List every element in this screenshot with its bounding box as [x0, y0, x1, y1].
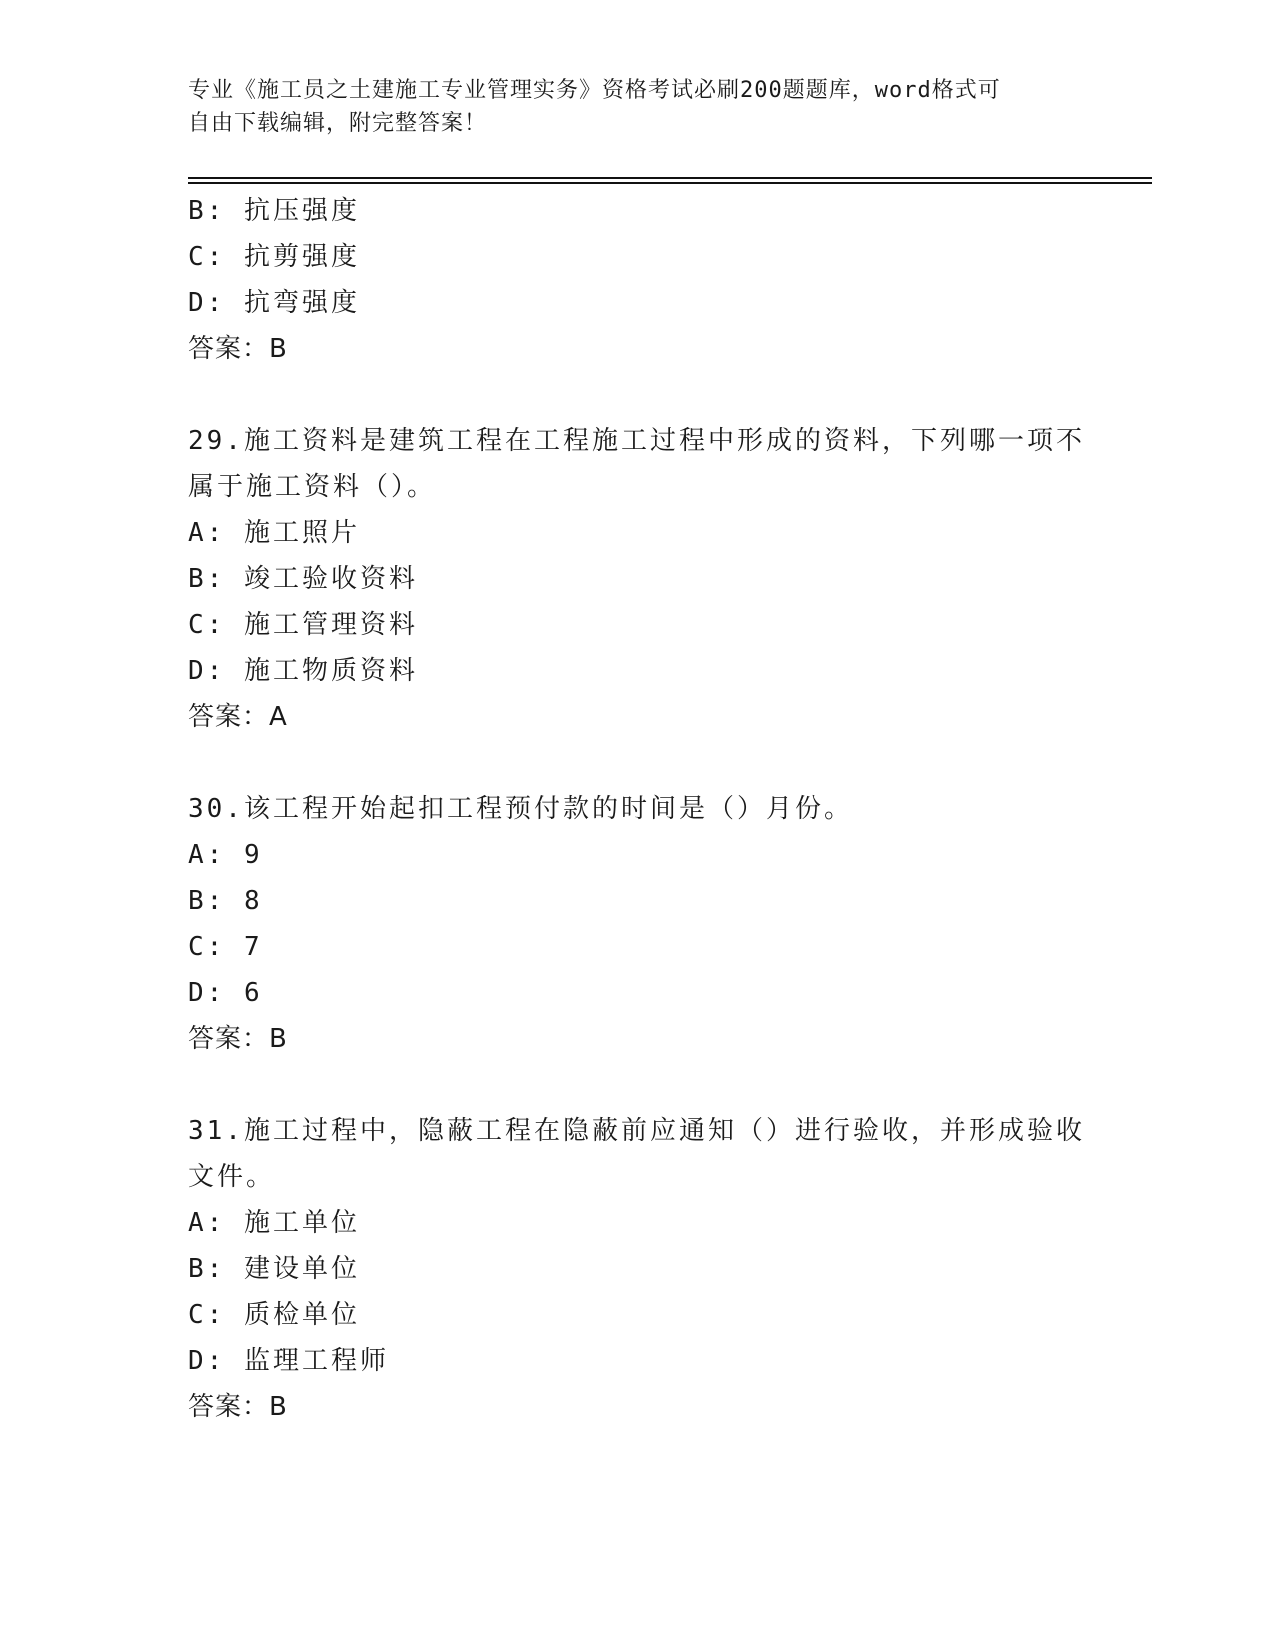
option-a: A: 施工照片	[188, 518, 360, 548]
question-list	[188, 188, 1088, 1430]
option-b: B: 8	[188, 886, 263, 916]
question-block-30	[188, 786, 1088, 1062]
option-c: C: 抗剪强度	[188, 242, 360, 272]
option-b: B: 抗压强度	[188, 196, 360, 226]
option-a: A: 施工单位	[188, 1208, 360, 1238]
question-block-prev	[188, 188, 1088, 372]
spacer	[188, 372, 1088, 418]
answer-text: 答案：A	[188, 702, 288, 732]
header-line-2: 自由下载编辑，附完整答案！	[188, 111, 488, 136]
page-header	[188, 74, 1088, 140]
answer-text: 答案：B	[188, 1392, 288, 1422]
question-block-31	[188, 1108, 1088, 1430]
option-c: C: 质检单位	[188, 1300, 360, 1330]
option-d: D: 施工物质资料	[188, 656, 418, 686]
option-c: C: 7	[188, 932, 263, 962]
option-d: D: 监理工程师	[188, 1346, 389, 1376]
question-text-line-1: 29.施工资料是建筑工程在工程施工过程中形成的资料，下列哪一项不	[188, 426, 1085, 456]
option-d: D: 6	[188, 978, 263, 1008]
answer-text: 答案：B	[188, 334, 288, 364]
question-text-line-1: 31.施工过程中，隐蔽工程在隐蔽前应通知（）进行验收，并形成验收	[188, 1116, 1085, 1146]
spacer	[188, 740, 1088, 786]
header-divider-bottom	[188, 182, 1152, 184]
option-a: A: 9	[188, 840, 263, 870]
option-c: C: 施工管理资料	[188, 610, 418, 640]
answer-text: 答案：B	[188, 1024, 288, 1054]
option-d: D: 抗弯强度	[188, 288, 360, 318]
option-b: B: 竣工验收资料	[188, 564, 418, 594]
question-text-line-1: 30.该工程开始起扣工程预付款的时间是（）月份。	[188, 794, 853, 824]
header-line-1: 专业《施工员之土建施工专业管理实务》资格考试必刷200题题库，word格式可	[188, 78, 1001, 103]
option-b: B: 建设单位	[188, 1254, 360, 1284]
question-text-line-2: 文件。	[188, 1162, 276, 1192]
header-divider-top	[188, 177, 1152, 179]
question-block-29	[188, 418, 1088, 740]
spacer	[188, 1062, 1088, 1108]
question-text-line-2: 属于施工资料（）。	[188, 472, 437, 502]
